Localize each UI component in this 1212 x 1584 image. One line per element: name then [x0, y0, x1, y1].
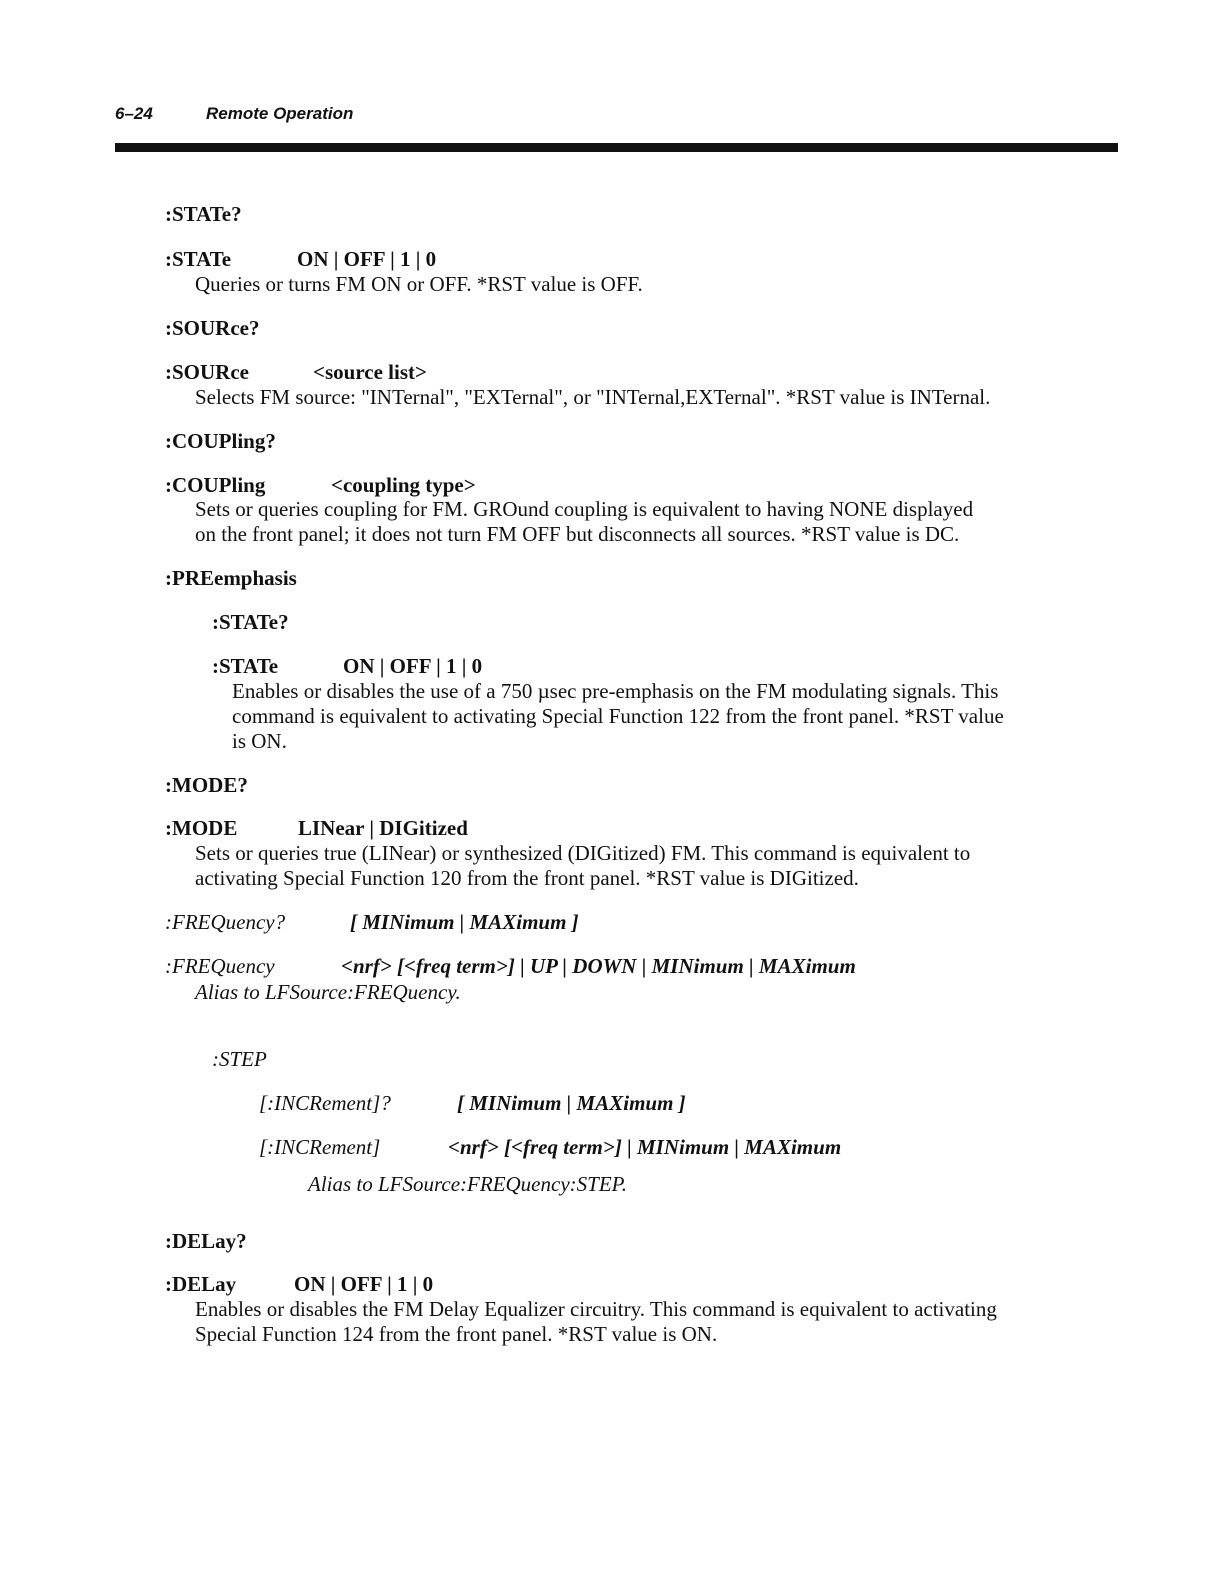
preemphasis-state-arguments: ON | OFF | 1 | 0 [343, 654, 483, 678]
frequency-arguments: <nrf> [<freq term>] | UP | DOWN | MINimum | MAXimum [341, 954, 856, 978]
preemphasis-heading: :PREemphasis [165, 566, 297, 590]
preemphasis-description-line-1: Enables or disables the use of a 750 µsec pre-emphasis on the FM modulating signals. This [232, 679, 999, 703]
delay-arguments: ON | OFF | 1 | 0 [294, 1272, 434, 1296]
preemphasis-state-command: :STATe [212, 654, 279, 678]
increment-command: [:INCRement] [259, 1135, 381, 1159]
frequency-query: :FREQuency? [165, 910, 286, 934]
state-description: Queries or turns FM ON or OFF. *RST value is OFF. [195, 272, 643, 296]
state-query: :STATe? [165, 202, 242, 226]
increment-query: [:INCRement]? [259, 1091, 391, 1115]
increment-arguments: <nrf> [<freq term>] | MINimum | MAXimum [448, 1135, 842, 1159]
coupling-description-line-2: on the front panel; it does not turn FM OFF but disconnects all sources. *RST value is DC. [195, 522, 960, 546]
mode-query: :MODE? [165, 773, 248, 797]
source-command: :SOURce [165, 360, 249, 384]
frequency-query-arguments: [ MINimum | MAXimum ] [350, 910, 579, 934]
frequency-command: :FREQuency [165, 954, 275, 978]
preemphasis-description-line-3: is ON. [232, 729, 287, 753]
mode-arguments: LINear | DIGitized [298, 816, 468, 840]
coupling-description-line-1: Sets or queries coupling for FM. GROund coupling is equivalent to having NONE displayed [195, 497, 974, 521]
coupling-command: :COUPling [165, 473, 266, 497]
state-command: :STATe [165, 247, 232, 271]
page-header-title: Remote Operation [206, 104, 354, 123]
delay-description-line-2: Special Function 124 from the front panel. *RST value is ON. [195, 1322, 718, 1346]
mode-description-line-2: activating Special Function 120 from the front panel. *RST value is DIGitized. [195, 866, 859, 890]
source-arguments: <source list> [313, 360, 427, 384]
preemphasis-description-line-2: command is equivalent to activating Special Function 122 from the front panel. *RST value [232, 704, 1004, 728]
delay-query: :DELay? [165, 1229, 247, 1253]
state-arguments: ON | OFF | 1 | 0 [297, 247, 437, 271]
coupling-query: :COUPling? [165, 429, 276, 453]
source-description: Selects FM source: "INTernal", "EXTernal", or "INTernal,EXTernal". *RST value is INTernal. [195, 385, 991, 409]
coupling-arguments: <coupling type> [331, 473, 476, 497]
increment-query-arguments: [ MINimum | MAXimum ] [457, 1091, 686, 1115]
preemphasis-state-query: :STATe? [212, 610, 289, 634]
step-heading: :STEP [212, 1047, 267, 1071]
page-number: 6–24 [115, 104, 153, 123]
frequency-description: Alias to LFSource:FREQuency. [195, 980, 461, 1004]
header-rule [115, 143, 1118, 152]
source-query: :SOURce? [165, 316, 260, 340]
increment-description: Alias to LFSource:FREQuency:STEP. [308, 1172, 628, 1196]
mode-command: :MODE [165, 816, 238, 840]
delay-description-line-1: Enables or disables the FM Delay Equalizer circuitry. This command is equivalent to activating [195, 1297, 997, 1321]
mode-description-line-1: Sets or queries true (LINear) or synthesized (DIGitized) FM. This command is equivalent to [195, 841, 971, 865]
delay-command: :DELay [165, 1272, 237, 1296]
